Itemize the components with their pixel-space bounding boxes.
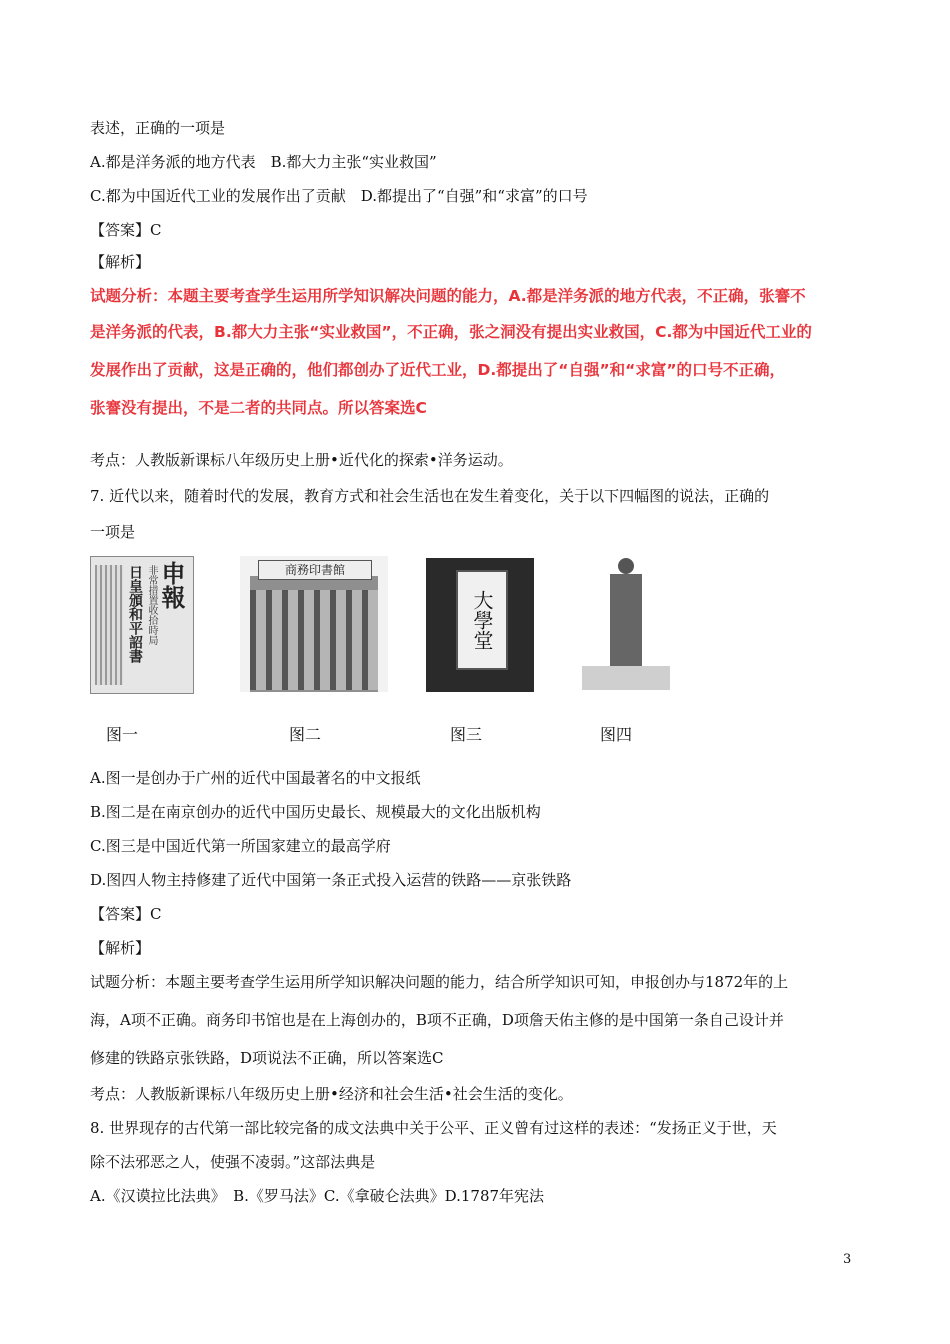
newspaper-image	[90, 556, 194, 694]
answer-label: 【答案】C	[90, 905, 162, 923]
question-7: 7. 近代以来，随着时代的发展，教育方式和社会生活也在发生着变化，关于以下四幅图的说法，正确的	[90, 487, 770, 505]
caption-fig1: 图一	[106, 725, 139, 744]
option-line: A.都是洋务派的地方代表 B.都大力主张“实业救国”	[90, 153, 437, 171]
building-windows	[250, 590, 378, 690]
analysis-red-line: 是洋务派的代表，B.都大力主张“实业救国”，不正确，张之洞没有提出实业救国，C.都为中国近代工业的	[90, 323, 812, 341]
analysis-line: 修建的铁路京张铁路，D项说法不正确，所以答案选C	[90, 1049, 444, 1067]
analysis-line: 试题分析：本题主要考查学生运用所学知识解决问题的能力，结合所学知识可知，申报创办与1872年的上	[90, 973, 789, 991]
option-line: A.图一是创办于广州的近代中国最著名的中文报纸	[90, 769, 421, 787]
option-line: D.图四人物主持修建了近代中国第一条正式投入运营的铁路——京张铁路	[90, 871, 572, 889]
topic-line: 考点：人教版新课标八年级历史上册•近代化的探索•洋务运动。	[90, 451, 513, 469]
caption-fig4: 图四	[600, 725, 633, 744]
newspaper-headline: 日皇頒和平詔書	[127, 565, 143, 663]
caption-fig3: 图三	[450, 725, 483, 744]
newspaper-columns	[95, 565, 123, 685]
analysis-red-line: 发展作出了贡献，这是正确的，他们都创办了近代工业，D.都提出了“自强”和“求富”的口号不正确，	[90, 361, 786, 379]
analysis-red-line: 试题分析：本题主要考查学生运用所学知识解决问题的能力，A.都是洋务派的地方代表，不正确，张謇不	[90, 287, 806, 305]
analysis-red-line: 张謇没有提出，不是二者的共同点。所以答案选C	[90, 399, 427, 417]
caption-fig2: 图二	[289, 725, 322, 744]
analysis-label: 【解析】	[90, 253, 151, 271]
building-sign: 商務印書館	[258, 560, 372, 580]
option-line: C.都为中国近代工业的发展作出了贡献 D.都提出了“自强”和“求富”的口号	[90, 187, 588, 205]
analysis-line: 海，A项不正确。商务印书馆也是在上海创办的，B项不正确，D项詹天佑主修的是中国第一条自己设计并	[90, 1011, 784, 1029]
topic-line: 考点：人教版新课标八年级历史上册•经济和社会生活•社会生活的变化。	[90, 1085, 573, 1103]
building-image	[240, 556, 388, 692]
newspaper-sub: 非常措置收拾時局	[146, 565, 157, 645]
plaque-text: 大學堂	[456, 570, 508, 670]
plaque-image	[426, 558, 534, 692]
statue-image	[580, 556, 672, 692]
option-line: B.图二是在南京创办的近代中国历史最长、规模最大的文化出版机构	[90, 803, 541, 821]
analysis-label: 【解析】	[90, 939, 151, 957]
answer-label: 【答案】C	[90, 221, 162, 239]
question-8: 8. 世界现存的古代第一部比较完备的成文法典中关于公平、正义曾有过这样的表述：“发扬正义于世，天	[90, 1119, 777, 1137]
page-number: 3	[843, 1252, 852, 1267]
option-line: A.《汉谟拉比法典》 B.《罗马法》C.《拿破仑法典》D.1787年宪法	[90, 1187, 545, 1205]
statue-pedestal	[582, 666, 670, 690]
newspaper-masthead: 申報	[157, 561, 186, 609]
statue-head	[618, 558, 634, 574]
question-8-cont: 除不法邪恶之人，使强不凌弱。”这部法典是	[90, 1153, 376, 1171]
statue-body	[610, 574, 642, 666]
question-7-cont: 一项是	[90, 523, 136, 541]
option-line: C.图三是中国近代第一所国家建立的最高学府	[90, 837, 391, 855]
text-line: 表述，正确的一项是	[90, 119, 226, 137]
